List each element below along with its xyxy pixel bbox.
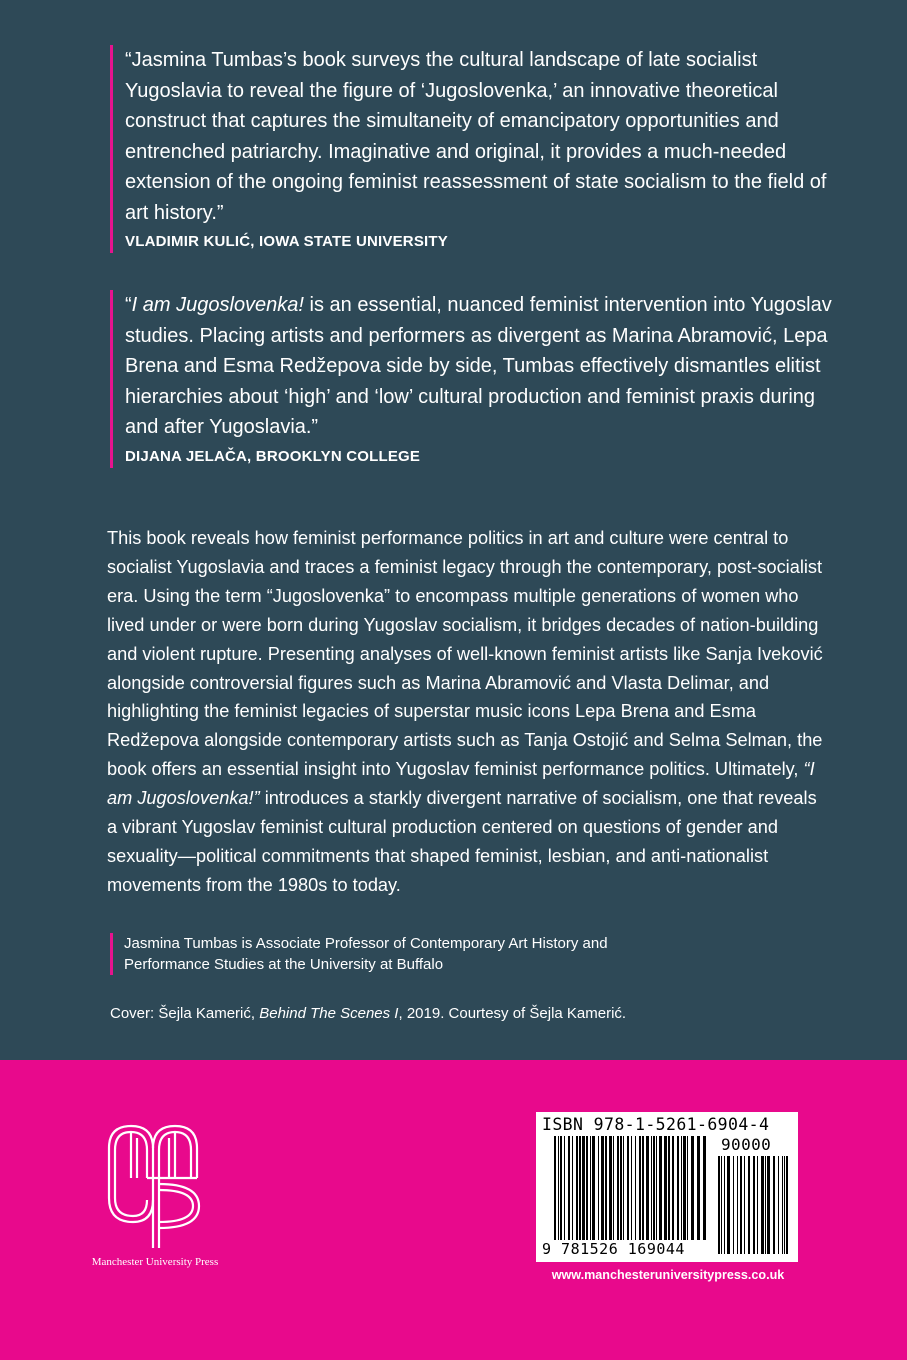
barcode-bar [691, 1136, 694, 1240]
book-description [107, 524, 827, 900]
author-bio: Jasmina Tumbas is Associate Professor of Contemporary Art History and Performance Studies at the University at Buffalo [110, 933, 684, 975]
barcode-bar [733, 1156, 734, 1254]
barcode-bar [568, 1136, 570, 1240]
quote-1-text: “Jasmina Tumbas’s book surveys the cultural landscape of late socialist Yugoslavia to reveal the figure of ‘Jugoslovenka,’ an innovative theoretical construct that captures the simultaneity of emancipatory opportunities and entrenched patriarchy. Imaginative and original, it provides a much-needed extension of the ongoing feminist reassessment of state socialism to the field of art history.” [125, 49, 827, 224]
barcode-bar [727, 1156, 730, 1254]
quote-2-body: is an essential, nuanced feminist intervention into Yugoslav studies. Placing artists and performers as divergent as Marina Abramović, Lepa Brena and Esma Redžepova side by side, Tumbas effectively dismantles elitist hierarchies about ‘high’ and ‘low’ cultural production and feminist praxis during and after Yugoslavia.” [125, 294, 832, 438]
barcode-bar [646, 1136, 649, 1240]
quote-2-open-mark: “ [125, 294, 132, 316]
barcode-bar [773, 1156, 775, 1254]
barcode-bar [586, 1136, 588, 1240]
barcode-bar [757, 1156, 758, 1254]
barcode-bar [681, 1136, 682, 1240]
quote-1-attribution: VLADIMIR KULIĆ, IOWA STATE UNIVERSITY [125, 233, 448, 250]
barcode-bar [592, 1136, 595, 1240]
barcode-bar [761, 1156, 764, 1254]
description-part-2: introduces a starkly divergent narrative of socialism, one that reveals a vibrant Yugoslav feminist cultural production centered on questions of gender and sexuality—political commitments that shaped feminist, lesbian, and anti-nationalist movements from the 1980s to today. [107, 788, 817, 895]
barcode-bar [753, 1156, 755, 1254]
isbn-barcode [536, 1112, 798, 1262]
quote-2-book-title: I am Jugoslovenka! [131, 294, 304, 316]
barcode-bar [576, 1136, 578, 1240]
quote-2-attribution: DIJANA JELAČA, BROOKLYN COLLEGE [125, 447, 421, 465]
publisher-website[interactable]: www.manchesteruniversitypress.co.uk [551, 1268, 785, 1282]
barcode-bar [767, 1156, 770, 1254]
barcode-bar [659, 1136, 662, 1240]
barcode-bar [617, 1136, 619, 1240]
barcode-bar [560, 1136, 562, 1240]
endorsement-quote-2 [110, 290, 845, 468]
barcode-bar [631, 1136, 632, 1240]
barcode-bar [668, 1136, 670, 1240]
barcode-bar [651, 1136, 652, 1240]
barcode-bar [784, 1156, 785, 1254]
endorsement-quote-1 [110, 45, 845, 253]
barcode-bar [683, 1136, 686, 1240]
description-book-title: “I am Jugoslovenka!” [107, 759, 815, 809]
barcode-bar [623, 1136, 624, 1240]
barcode-bar [582, 1136, 585, 1240]
barcode-bar [765, 1156, 766, 1254]
barcode-bar [620, 1136, 622, 1240]
barcode-bar [656, 1136, 657, 1240]
barcode-bar [786, 1156, 788, 1254]
mup-monogram-icon [95, 1108, 215, 1253]
barcode-bar [677, 1136, 679, 1240]
barcode-bar [744, 1156, 745, 1254]
barcode-bar [748, 1156, 750, 1254]
barcode-bar [613, 1136, 614, 1240]
barcode-bar [639, 1136, 641, 1240]
barcode-bar [601, 1136, 604, 1240]
barcode-bar [564, 1136, 565, 1240]
barcode-bar [653, 1136, 655, 1240]
barcode-bar [737, 1156, 738, 1254]
cover-credit [110, 1003, 810, 1025]
cover-credit-work: Behind The Scenes I [259, 1005, 399, 1022]
barcode-bar [703, 1136, 706, 1240]
barcode-bar [558, 1136, 559, 1240]
barcode-bar [778, 1156, 779, 1254]
cover-credit-prefix: Cover: Šejla Kamerić, [110, 1005, 260, 1022]
barcode-bar [687, 1136, 688, 1240]
barcode-bar [782, 1156, 783, 1254]
barcode-bar [579, 1136, 581, 1240]
barcode-bar [664, 1136, 667, 1240]
barcode-bar [609, 1136, 612, 1240]
publisher-name: Manchester University Press [91, 1256, 219, 1268]
quote-2-text [125, 290, 845, 443]
barcode-bar [554, 1136, 556, 1240]
barcode-bar [627, 1136, 629, 1240]
barcode-bar [642, 1136, 644, 1240]
description-part-1: This book reveals how feminist performance politics in art and culture were central to socialist Yugoslavia and traces a feminist legacy through the contemporary, post-socialist era. Using the term “Jugoslovenka” to encompass multiple generations of women who lived under or were born during Yugoslav socialism, it bridges decades of nation-building and violent rupture. Presenting analyses of well-known feminist artists like Sanja Iveković alongside controversial figures such as Marina Abramović and Vlasta Delimar, and highlighting the feminist legacies of superstar music icons Lepa Brena and Esma Redžepova alongside contemporary artists such as Tanja Ostojić and Selma Selman, the book offers an essential insight into Yugoslav feminist performance politics. Ultimately, [107, 528, 823, 780]
ean-digits: 9 781526 169044 [542, 1240, 685, 1258]
barcode-bar [572, 1136, 573, 1240]
barcode-bar [598, 1136, 599, 1240]
barcode-bar [740, 1156, 742, 1254]
barcode-bar [721, 1156, 722, 1254]
price-addon-number: 90000 [721, 1135, 772, 1154]
barcode-bar [605, 1136, 607, 1240]
cover-credit-suffix: , 2019. Courtesy of Šejla Kamerić. [398, 1005, 627, 1022]
barcode-bar [718, 1156, 720, 1254]
barcode-bar [672, 1136, 674, 1240]
barcode-bar [697, 1136, 700, 1240]
barcode-bar [635, 1136, 636, 1240]
barcode-bar [724, 1156, 725, 1254]
isbn-label: ISBN 978-1-5261-6904-4 [542, 1115, 770, 1134]
barcode-bar [590, 1136, 591, 1240]
